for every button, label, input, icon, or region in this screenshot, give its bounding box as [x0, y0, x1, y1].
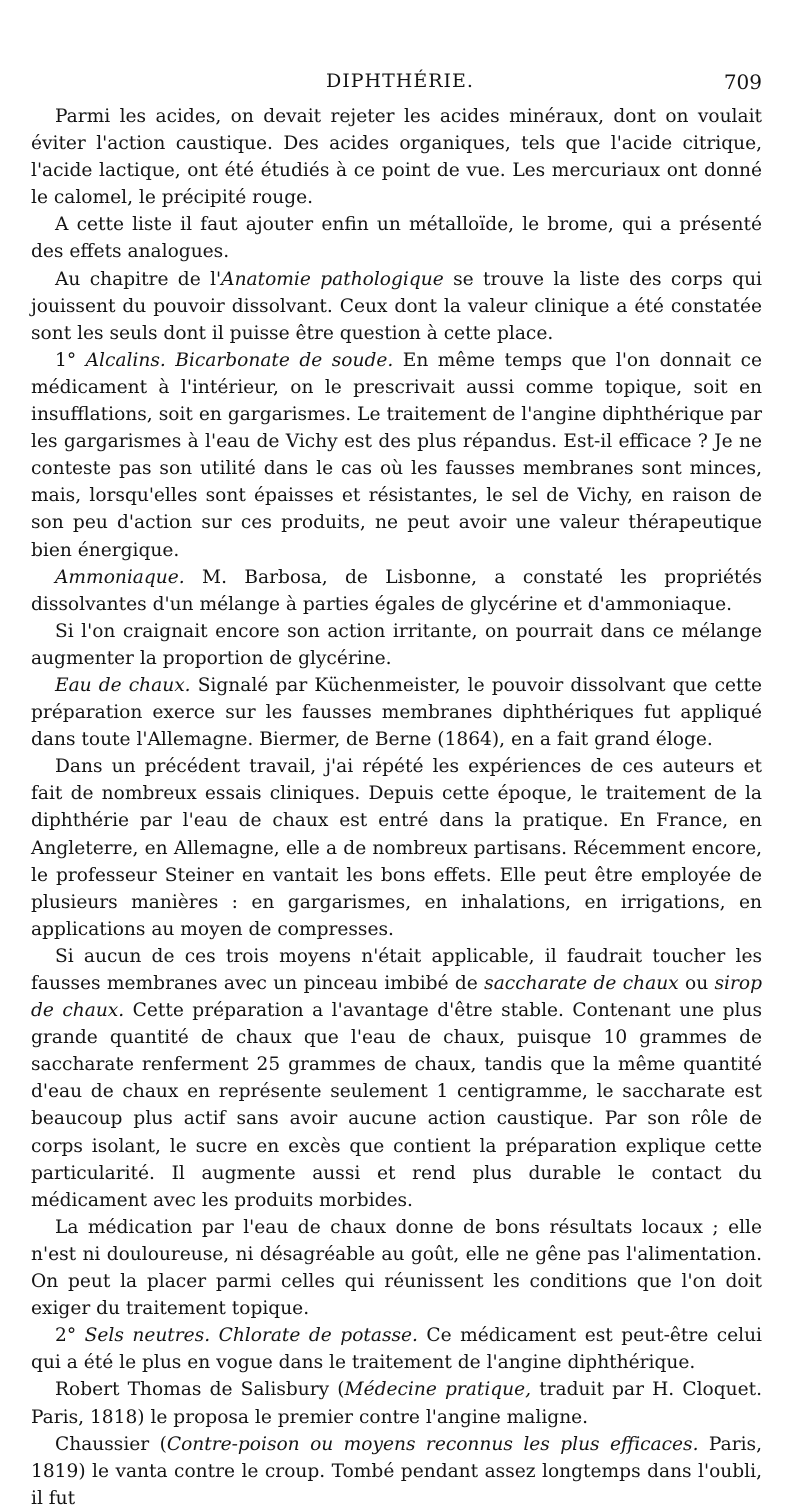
paragraph-text: se trouve la liste des corps qui jouissent du pouvoir dissolvant. Ceux dont la valeur clinique a été constatée sont les seuls dont il puisse être question à cette place.	[31, 268, 762, 344]
paragraph	[31, 564, 762, 618]
italic-text: Anatomie pathologique	[221, 268, 444, 290]
italic-text: Eau de chaux.	[55, 674, 191, 696]
italic-text: Alcalins. Bicarbonate de soude.	[85, 349, 394, 371]
paragraph-text: En même temps que l'on donnait ce médicament à l'intérieur, on le prescrivait aussi comme topique, soit en insufflations, soit en gargarismes. Le traitement de l'angine diphthérique par les gargarismes à l'eau de Vichy est des plus répandus. Est-il efficace ? Je ne conteste pas son utilité dans le cas où les fausses membranes sont minces, mais, lorsqu'elles sont épaisses et résistantes, le sel de Vichy, en raison de son peu d'action sur ces produits, ne peut avoir une valeur thérapeutique bien énergique.	[31, 349, 762, 561]
paragraph	[31, 672, 762, 753]
italic-text: sirop de chaux.	[31, 973, 762, 1022]
paragraph-text: La médication par l'eau de chaux donne de bons résultats locaux ; elle n'est ni douloureuse, ni désagréable au goût, elle ne gêne pas l'alimentation. On peut la placer parmi celles qui réunissent les conditions que l'on doit exiger du traitement topique.	[31, 1216, 762, 1320]
paragraph	[31, 1322, 762, 1376]
paragraph-text: M. Barbosa, de Lisbonne, a constaté les propriétés dissolvantes d'un mélange à parties égales de glycérine et d'ammoniaque.	[31, 566, 762, 615]
paragraph-text: Chaussier (	[55, 1433, 167, 1455]
paragraph	[31, 211, 762, 265]
page-header	[30, 62, 770, 102]
italic-text: Contre-poison ou moyens reconnus les plus efficaces.	[166, 1433, 699, 1455]
paragraph-text: traduit par H. Cloquet. Paris, 1818) le proposa le premier contre l'angine maligne.	[31, 1379, 762, 1428]
body-text	[31, 103, 762, 1512]
paragraph-text: Cette préparation a l'avantage d'être stable. Contenant une plus grande quantité de chaux que l'eau de chaux, puisque 10 grammes de saccharate renferment 25 grammes de chaux, tandis que la même quantité d'eau de chaux en représente seulement 1 centigramme, le saccharate est beaucoup plus actif sans avoir aucune action caustique. Par son rôle de corps isolant, le sucre en excès que contient la préparation explique cette particularité. Il augmente aussi et rend plus durable le contact du médicament avec les produits morbides.	[31, 1000, 763, 1211]
paragraph-text: 1°	[55, 349, 86, 371]
paragraph-text: Parmi les acides, on devait rejeter les acides minéraux, dont on voulait éviter l'action caustique. Des acides organiques, tels que l'acide citrique, l'acide lactique, ont été étudiés à ce point de vue. Les mercuriaux ont donné le calomel, le précipité rouge.	[31, 106, 762, 209]
paragraph-text: 2°	[55, 1325, 85, 1347]
paragraph-text: Au chapitre de l'	[55, 268, 222, 290]
paragraph	[31, 1431, 762, 1512]
paragraph-text: Signalé par Küchenmeister, le pouvoir dissolvant que cette préparation exerce sur les fausses membranes diphthériques fut appliqué dans toute l'Allemagne. Biermer, de Berne (1864), en a fait grand éloge.	[31, 674, 762, 751]
paragraph-text: ou	[678, 973, 715, 994]
paragraph	[31, 347, 762, 564]
paragraph-text: Paris, 1819) le vanta contre le croup. Tombé pendant assez longtemps dans l'oubli, il fut	[31, 1433, 762, 1509]
paragraph	[31, 266, 762, 347]
running-title: DIPHTHÉRIE.	[326, 70, 474, 92]
paragraph	[31, 618, 762, 672]
paragraph	[31, 1214, 762, 1322]
italic-text: Ammoniaque.	[55, 566, 185, 588]
paragraph-text: Robert Thomas de Salisbury (	[55, 1379, 345, 1401]
paragraph	[31, 753, 762, 943]
paragraph	[31, 1376, 762, 1430]
paragraph-text: Si l'on craignait encore son action irritante, on pourrait dans ce mélange augmenter la proportion de glycérine.	[31, 620, 762, 669]
paragraph-text: Ce médicament est peut-être celui qui a été le plus en vogue dans le traitement de l'angine diphthérique.	[31, 1325, 762, 1374]
paragraph-text: Si aucun de ces trois moyens n'était applicable, il faudrait toucher les fausses membranes avec un pinceau imbibé de	[31, 945, 762, 994]
italic-text: Médecine pratique,	[344, 1379, 532, 1401]
italic-text: Sels neutres. Chlorate de potasse.	[84, 1325, 418, 1347]
paragraph-text: A cette liste il faut ajouter enfin un métalloïde, le brome, qui a présenté des effets analogues.	[31, 214, 762, 263]
paragraph-text: Dans un précédent travail, j'ai répété les expériences de ces auteurs et fait de nombreux essais cliniques. Depuis cette époque, le traitement de la diphthérie par l'eau de chaux est entré dans la pratique. En France, en Angleterre, en Allemagne, elle a de nombreux partisans. Récemment encore, le professeur Steiner en vantait les bons effets. Elle peut être employée de plusieurs manières : en gargarismes, en inhalations, en irrigations, en applications au moyen de compresses.	[31, 756, 762, 940]
page-number: 709	[723, 70, 762, 94]
paragraph	[31, 103, 762, 211]
paragraph	[31, 943, 762, 1214]
italic-text: saccharate de chaux	[484, 973, 679, 994]
